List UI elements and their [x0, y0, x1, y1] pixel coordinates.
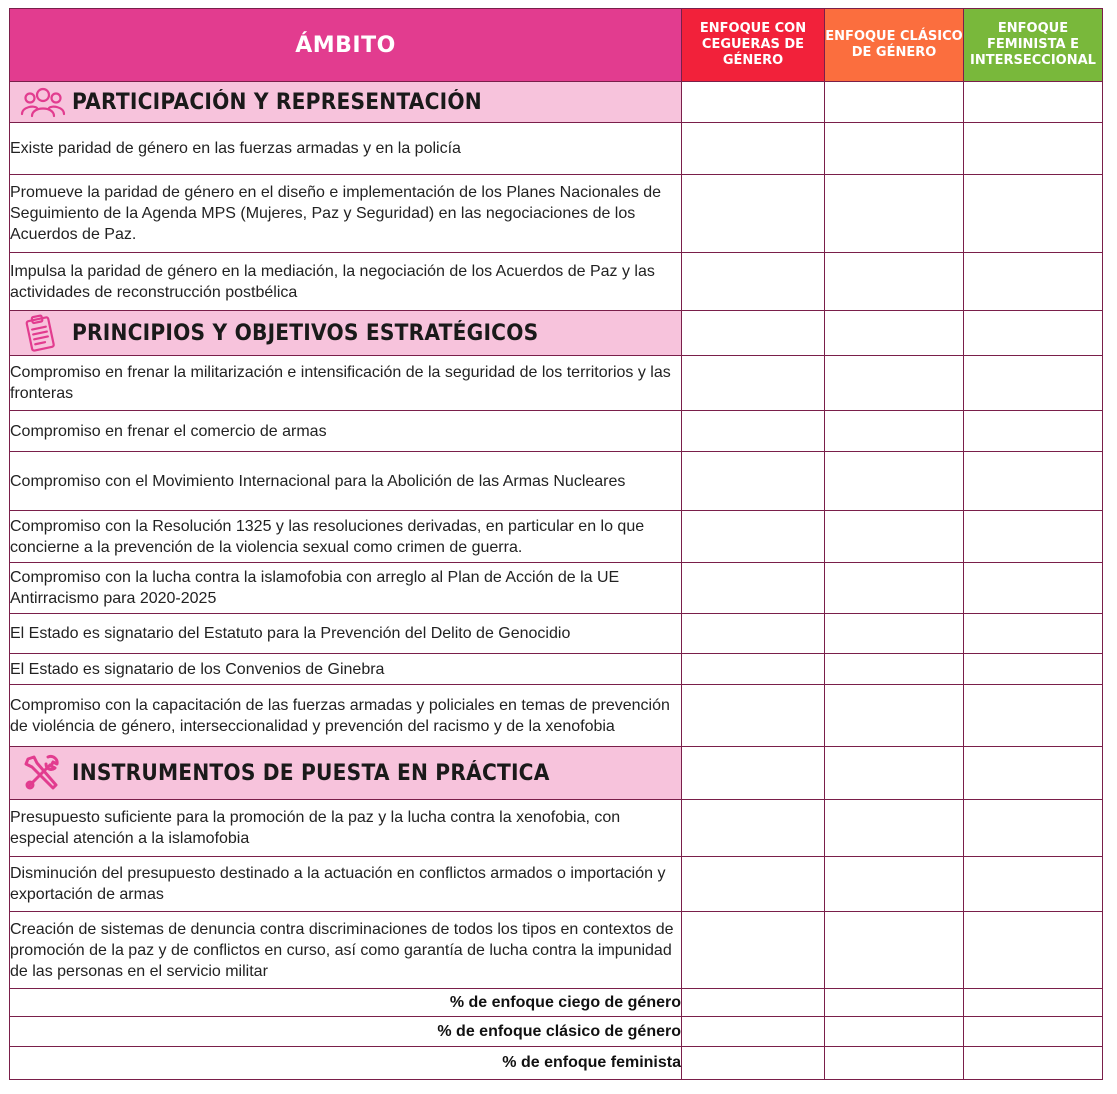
- score-cell[interactable]: [964, 857, 1103, 912]
- criterion-text: Compromiso con la Resolución 1325 y las resoluciones derivadas, en particular en lo que concierne a la prevención de la violencia sexual como crimen de guerra.: [10, 511, 682, 563]
- score-cell[interactable]: [825, 452, 964, 511]
- score-cell[interactable]: [682, 356, 825, 411]
- score-cell[interactable]: [964, 452, 1103, 511]
- section-title-cell: [10, 82, 682, 123]
- total-cell[interactable]: [825, 989, 964, 1017]
- score-cell[interactable]: [825, 685, 964, 747]
- table-row: [10, 253, 1103, 311]
- total-row: [10, 1047, 1103, 1080]
- score-cell[interactable]: [964, 614, 1103, 654]
- total-cell[interactable]: [964, 1017, 1103, 1047]
- score-cell[interactable]: [964, 175, 1103, 253]
- total-row: [10, 989, 1103, 1017]
- table-row: [10, 685, 1103, 747]
- section-row-instrumentos: [10, 747, 1103, 800]
- score-cell[interactable]: [825, 511, 964, 563]
- score-cell[interactable]: [964, 356, 1103, 411]
- section-row-participacion: [10, 82, 1103, 123]
- section-title-cell: [10, 747, 682, 800]
- header-ambito: ÁMBITO: [10, 9, 682, 82]
- score-cell[interactable]: [682, 685, 825, 747]
- score-cell[interactable]: [964, 912, 1103, 989]
- clipboard-list-icon: [20, 313, 72, 353]
- score-cell[interactable]: [964, 654, 1103, 685]
- score-cell[interactable]: [964, 800, 1103, 857]
- criterion-text: Disminución del presupuesto destinado a la actuación en conflictos armados o importación y exportación de armas: [10, 857, 682, 912]
- score-cell[interactable]: [964, 685, 1103, 747]
- score-cell[interactable]: [682, 857, 825, 912]
- score-cell[interactable]: [682, 175, 825, 253]
- section-title: PARTICIPACIÓN Y REPRESENTACIÓN: [72, 89, 482, 115]
- table-row: [10, 800, 1103, 857]
- score-cell[interactable]: [964, 123, 1103, 175]
- score-cell[interactable]: [825, 253, 964, 311]
- total-cell[interactable]: [682, 989, 825, 1017]
- score-cell[interactable]: [825, 800, 964, 857]
- tools-icon: [20, 753, 72, 793]
- score-cell[interactable]: [825, 175, 964, 253]
- score-cell[interactable]: [682, 452, 825, 511]
- total-cell[interactable]: [682, 1047, 825, 1080]
- score-cell[interactable]: [964, 747, 1103, 800]
- criterion-text: El Estado es signatario de los Convenios de Ginebra: [10, 654, 682, 685]
- total-label: % de enfoque clásico de género: [10, 1017, 682, 1047]
- criterion-text: Existe paridad de género en las fuerzas armadas y en la policía: [10, 123, 682, 175]
- total-cell[interactable]: [964, 989, 1103, 1017]
- table-row: [10, 452, 1103, 511]
- criterion-text: Compromiso con el Movimiento Internacional para la Abolición de las Armas Nucleares: [10, 452, 682, 511]
- section-row-principios: [10, 311, 1103, 356]
- table-row: [10, 411, 1103, 452]
- score-cell[interactable]: [964, 82, 1103, 123]
- score-cell[interactable]: [825, 82, 964, 123]
- table-row: [10, 912, 1103, 989]
- table-row: [10, 123, 1103, 175]
- total-cell[interactable]: [825, 1017, 964, 1047]
- evaluation-table: [9, 8, 1103, 1080]
- score-cell[interactable]: [964, 311, 1103, 356]
- total-cell[interactable]: [825, 1047, 964, 1080]
- score-cell[interactable]: [682, 654, 825, 685]
- score-cell[interactable]: [964, 411, 1103, 452]
- criterion-text: Compromiso con la lucha contra la islamofobia con arreglo al Plan de Acción de la UE Antirracismo para 2020-2025: [10, 563, 682, 614]
- score-cell[interactable]: [825, 123, 964, 175]
- criterion-text: Impulsa la paridad de género en la mediación, la negociación de los Acuerdos de Paz y las actividades de reconstrucción postbélica: [10, 253, 682, 311]
- criterion-text: Presupuesto suficiente para la promoción de la paz y la lucha contra la xenofobia, con especial atención a la islamofobia: [10, 800, 682, 857]
- score-cell[interactable]: [682, 511, 825, 563]
- table-row: [10, 356, 1103, 411]
- total-label: % de enfoque ciego de género: [10, 989, 682, 1017]
- score-cell[interactable]: [825, 912, 964, 989]
- criterion-text: El Estado es signatario del Estatuto para la Prevención del Delito de Genocidio: [10, 614, 682, 654]
- table-row: [10, 857, 1103, 912]
- score-cell[interactable]: [682, 614, 825, 654]
- people-group-icon: [20, 82, 72, 122]
- score-cell[interactable]: [682, 253, 825, 311]
- total-label: % de enfoque feminista: [10, 1047, 682, 1080]
- header-gender-blind: ENFOQUE CON CEGUERAS DE GÉNERO: [682, 9, 825, 82]
- table-row: [10, 614, 1103, 654]
- score-cell[interactable]: [682, 82, 825, 123]
- criterion-text: Compromiso en frenar la militarización e intensificación de la seguridad de los territorios y las fronteras: [10, 356, 682, 411]
- score-cell[interactable]: [682, 747, 825, 800]
- header-row: [10, 9, 1103, 82]
- score-cell[interactable]: [682, 411, 825, 452]
- criterion-text: Promueve la paridad de género en el diseño e implementación de los Planes Nacionales de Seguimiento de la Agenda MPS (Mujeres, Paz y Seguridad) en las negociaciones de los Acuerdos de Paz.: [10, 175, 682, 253]
- section-title-cell: [10, 311, 682, 356]
- score-cell[interactable]: [682, 912, 825, 989]
- criterion-text: Compromiso con la capacitación de las fuerzas armadas y policiales en temas de prevención de violéncia de género, interseccionalidad y prevención del racismo y de la xenofobia: [10, 685, 682, 747]
- score-cell[interactable]: [825, 614, 964, 654]
- score-cell[interactable]: [964, 563, 1103, 614]
- score-cell[interactable]: [825, 857, 964, 912]
- header-classic-gender: ENFOQUE CLÁSICO DE GÉNERO: [825, 9, 964, 82]
- section-title: INSTRUMENTOS DE PUESTA EN PRÁCTICA: [72, 760, 550, 786]
- score-cell[interactable]: [825, 356, 964, 411]
- score-cell[interactable]: [682, 800, 825, 857]
- table-row: [10, 511, 1103, 563]
- score-cell[interactable]: [682, 123, 825, 175]
- score-cell[interactable]: [682, 563, 825, 614]
- score-cell[interactable]: [825, 654, 964, 685]
- score-cell[interactable]: [682, 311, 825, 356]
- total-cell[interactable]: [964, 1047, 1103, 1080]
- header-feminist: ENFOQUE FEMINISTA E INTERSECCIONAL: [964, 9, 1103, 82]
- table-row: [10, 563, 1103, 614]
- score-cell[interactable]: [964, 511, 1103, 563]
- total-cell[interactable]: [682, 1017, 825, 1047]
- score-cell[interactable]: [825, 411, 964, 452]
- score-cell[interactable]: [964, 253, 1103, 311]
- score-cell[interactable]: [825, 747, 964, 800]
- score-cell[interactable]: [825, 563, 964, 614]
- criterion-text: Compromiso en frenar el comercio de armas: [10, 411, 682, 452]
- score-cell[interactable]: [825, 311, 964, 356]
- table-row: [10, 175, 1103, 253]
- criterion-text: Creación de sistemas de denuncia contra discriminaciones de todos los tipos en contextos de promoción de la paz y de conflictos en curso, así como garantía de lucha contra la impunidad de las personas en el servicio militar: [10, 912, 682, 989]
- table-row: [10, 654, 1103, 685]
- total-row: [10, 1017, 1103, 1047]
- section-title: PRINCIPIOS Y OBJETIVOS ESTRATÉGICOS: [72, 320, 539, 346]
